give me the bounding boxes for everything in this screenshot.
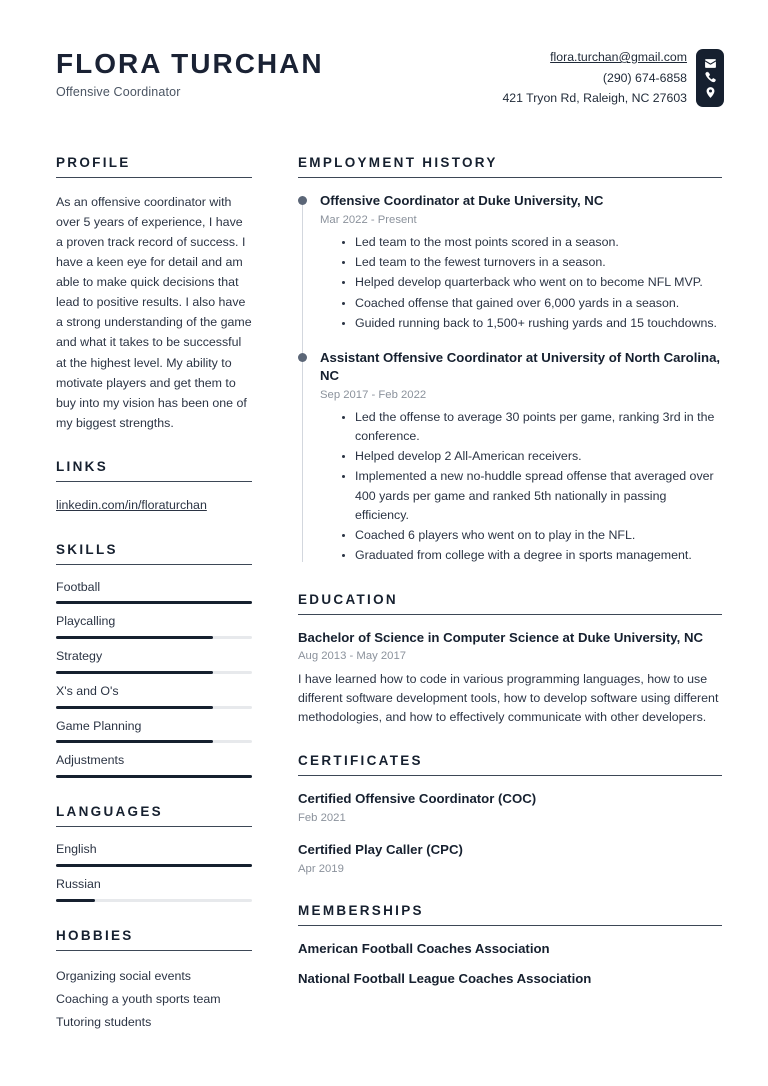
timeline-dot-icon [298,196,307,205]
skill-meter-track [56,671,252,674]
certificate-date: Feb 2021 [298,812,346,825]
resume-body [56,155,724,1060]
list-item: Guided running back to 1,500+ rushing yards and 15 touchdowns. [342,314,722,333]
certificate-title: Certified Play Caller (CPC) [298,842,463,858]
list-item: Led the offense to average 30 points per game, ranking 3rd in the conference. [342,408,722,446]
list-item [56,648,252,674]
job-title: Assistant Offensive Coordinator at University of North Carolina, NC [320,349,721,383]
skill-label: Strategy [56,649,103,664]
list-item [56,579,252,605]
contact-details [502,49,687,107]
language-meter-fill [56,864,252,867]
certificate-title: Certified Offensive Coordinator (COC) [298,791,537,807]
section-hobbies [56,928,252,1034]
section-heading-employment: EMPLOYMENT HISTORY [298,155,722,178]
list-item [56,718,252,744]
section-heading-education: EDUCATION [298,592,722,615]
language-meter-track [56,899,252,902]
list-item [320,349,722,566]
skill-meter-track [56,775,252,778]
job-date-range: Sep 2017 - Feb 2022 [320,388,427,401]
sidebar-column [56,155,252,1060]
location-pin-icon [704,86,717,99]
skill-meter-fill [56,671,213,674]
envelope-icon [704,57,717,70]
list-item [56,841,252,867]
employment-timeline [298,192,722,566]
section-heading-skills: SKILLS [56,542,252,565]
list-item [56,683,252,709]
skill-meter-track [56,740,252,743]
skill-label: Game Planning [56,718,142,733]
contact-address: 421 Tryon Rd, Raleigh, NC 27603 [502,91,687,106]
list-item: Helped develop quarterback who went on to become NFL MVP. [342,273,722,292]
list-item: Coaching a youth sports team [56,991,221,1006]
list-item [56,752,252,778]
list-item [320,192,722,333]
language-label: English [56,842,97,857]
section-links [56,459,252,516]
timeline-dot-icon [298,353,307,362]
candidate-job-title: Offensive Coordinator [56,85,181,100]
section-heading-hobbies: HOBBIES [56,928,252,951]
skill-meter-track [56,706,252,709]
list-item: Coached 6 players who went on to play in the NFL. [342,526,722,545]
skill-label: Football [56,579,101,594]
skill-meter-fill [56,706,213,709]
section-memberships [298,903,722,988]
skill-meter-fill [56,601,252,604]
job-bullet-list [342,233,722,333]
section-heading-links: LINKS [56,459,252,482]
language-label: Russian [56,876,101,891]
section-profile [56,155,252,433]
section-employment-history [298,155,722,566]
hobbies-list [56,965,252,1034]
list-item: Helped develop 2 All-American receivers. [342,447,722,466]
skill-meter-fill [56,740,213,743]
links-list [56,496,252,516]
list-item: Coached offense that gained over 6,000 yards in a season. [342,294,722,313]
list-item[interactable]: linkedin.com/in/floraturchan [56,497,207,512]
profile-summary-text: As an offensive coordinator with over 5 years of experience, I have a proven track record of success. I have a keen eye for detail and am able to make quick decisions that lead to positive results. I also have a strong understanding of the game and what it takes to be successful at the highest level. My ability to motivate players and get them to buy into my vision has been one of my biggest strengths. [56,194,252,430]
section-heading-memberships: MEMBERSHIPS [298,903,722,926]
list-item [298,790,722,826]
section-languages [56,804,252,901]
education-description: I have learned how to code in various programming languages, how to use different software development tools, how to develop software using different methodologies, and how to effectively communicate with other developers. [298,671,719,725]
phone-icon [704,71,717,84]
job-date-range: Mar 2022 - Present [320,213,417,226]
list-item: American Football Coaches Association [298,941,550,957]
contact-email[interactable]: flora.turchan@gmail.com [550,50,687,64]
skill-meter-fill [56,636,213,639]
section-heading-languages: LANGUAGES [56,804,252,827]
list-item: Organizing social events [56,968,191,983]
identity-block [56,44,324,99]
contact-phone: (290) 674-6858 [602,70,687,85]
job-title: Offensive Coordinator at Duke University, NC [320,192,604,208]
list-item [298,841,722,877]
certificate-date: Apr 2019 [298,863,344,876]
skill-label: Playcalling [56,614,116,629]
education-date-range: Aug 2013 - May 2017 [298,650,407,663]
skill-label: X's and O's [56,683,119,698]
main-column [298,155,722,1014]
skill-meter-fill [56,775,252,778]
section-education [298,592,722,728]
candidate-name: FLORA TURCHAN [56,48,324,79]
section-heading-certificates: CERTIFICATES [298,753,722,776]
list-item: Graduated from college with a degree in sports management. [342,546,722,565]
list-item: Implemented a new no-huddle spread offense that averaged over 400 yards per game and ranked 5th nationally in passing efficiency. [342,467,722,525]
list-item [56,876,252,902]
languages-list [56,841,252,901]
job-bullet-list [342,408,722,566]
contact-icon-panel [696,49,724,107]
list-item: Tutoring students [56,1014,152,1029]
skill-meter-track [56,601,252,604]
language-meter-fill [56,899,95,902]
language-meter-track [56,864,252,867]
section-heading-profile: PROFILE [56,155,252,178]
section-certificates [298,753,722,877]
contact-block [502,44,724,107]
skills-list [56,579,252,778]
list-item: Led team to the most points scored in a season. [342,233,722,252]
list-item: Led team to the fewest turnovers in a season. [342,253,722,272]
resume-header [56,44,724,107]
list-item: National Football League Coaches Association [298,971,592,987]
list-item [56,613,252,639]
skill-label: Adjustments [56,753,125,768]
skill-meter-track [56,636,252,639]
education-degree-title: Bachelor of Science in Computer Science at Duke University, NC [298,629,704,645]
section-skills [56,542,252,778]
list-item [298,629,722,728]
